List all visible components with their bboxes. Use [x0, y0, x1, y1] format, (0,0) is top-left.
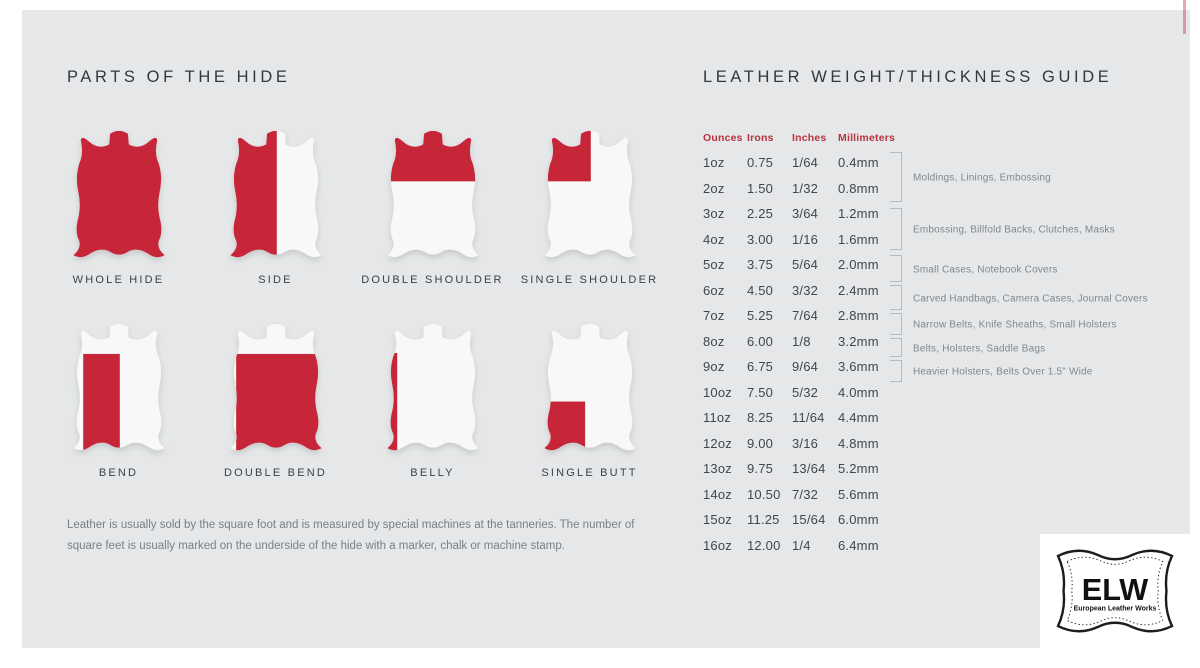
millimeters-value: 5.2mm — [838, 461, 879, 477]
hide-figure-double-shoulder — [354, 125, 511, 286]
irons-value: 6.00 — [747, 333, 774, 349]
inches-value: 1/64 — [792, 155, 819, 171]
millimeters-value: 6.0mm — [838, 512, 879, 528]
millimeters-value: 6.4mm — [838, 537, 879, 553]
inches-value: 3/32 — [792, 282, 819, 298]
header-inches: Inches — [792, 132, 827, 144]
inches-value: 11/64 — [792, 410, 825, 426]
irons-value: 12.00 — [747, 537, 781, 553]
usage-label: Moldings, Linings, Embossing — [913, 172, 1051, 184]
usage-annotation — [890, 338, 1150, 357]
irons-value: 3.75 — [747, 257, 774, 273]
irons-value: 7.50 — [747, 384, 774, 400]
bracket — [890, 208, 902, 250]
ounces-value: 7oz — [703, 308, 725, 324]
hide-label-whole-hide: WHOLE HIDE — [72, 274, 165, 286]
ounces-value: 6oz — [703, 282, 725, 298]
hide-label-single-shoulder: SINGLE SHOULDER — [520, 274, 659, 286]
elw-logo-text: ELW — [1081, 572, 1149, 607]
irons-value: 10.50 — [747, 486, 781, 502]
ounces-value: 16oz — [703, 537, 732, 553]
bracket — [890, 360, 902, 382]
weight-table — [703, 128, 1173, 558]
double-shoulder-illustration — [372, 125, 494, 261]
inches-value: 7/32 — [792, 486, 819, 502]
hide-label-side: SIDE — [258, 274, 293, 286]
usage-label: Narrow Belts, Knife Sheaths, Small Holsters — [913, 319, 1117, 331]
header-irons: Irons — [747, 132, 774, 144]
infographic-panel — [22, 10, 1190, 648]
hide-figure-double-bend — [197, 318, 354, 479]
usage-label: Small Cases, Notebook Covers — [913, 263, 1058, 275]
usage-annotation — [890, 313, 1150, 335]
millimeters-value: 4.8mm — [838, 435, 879, 451]
inches-value: 5/32 — [792, 384, 819, 400]
hide-label-double-bend: DOUBLE BEND — [223, 467, 328, 479]
hide-figure-single-butt — [511, 318, 668, 479]
double-bend-illustration — [215, 318, 337, 454]
hide-figure-whole-hide — [40, 125, 197, 286]
millimeters-value: 3.6mm — [838, 359, 879, 375]
irons-value: 2.25 — [747, 206, 774, 222]
usage-annotation — [890, 152, 1150, 202]
whole-hide-illustration — [58, 125, 180, 261]
ounces-value: 12oz — [703, 435, 732, 451]
irons-value: 3.00 — [747, 231, 774, 247]
irons-value: 11.25 — [747, 512, 780, 528]
side-illustration — [215, 125, 337, 261]
ounces-value: 1oz — [703, 155, 725, 171]
ounces-value: 4oz — [703, 231, 725, 247]
bracket — [890, 338, 902, 357]
inches-value: 1/16 — [792, 231, 819, 247]
inches-value: 5/64 — [792, 257, 819, 273]
ounces-value: 15oz — [703, 512, 732, 528]
irons-value: 8.25 — [747, 410, 774, 426]
millimeters-value: 1.2mm — [838, 206, 879, 222]
inches-value: 1/32 — [792, 180, 819, 196]
hide-figure-side — [197, 125, 354, 286]
hide-label-single-butt: SINGLE BUTT — [541, 467, 638, 479]
usage-label: Carved Handbags, Camera Cases, Journal Covers — [913, 292, 1148, 304]
millimeters-value: 2.8mm — [838, 308, 879, 324]
usage-label: Heavier Holsters, Belts Over 1.5" Wide — [913, 366, 1093, 378]
millimeters-value: 2.0mm — [838, 257, 879, 273]
millimeters-value: 1.6mm — [838, 231, 879, 247]
millimeters-value: 5.6mm — [838, 486, 879, 502]
ounces-value: 9oz — [703, 359, 725, 375]
hide-figure-bend — [40, 318, 197, 479]
ounces-value: 2oz — [703, 180, 725, 196]
ounces-value: 5oz — [703, 257, 725, 273]
hide-label-belly: BELLY — [410, 467, 455, 479]
inches-value: 15/64 — [792, 512, 826, 528]
usage-annotation — [890, 255, 1150, 282]
millimeters-value: 0.8mm — [838, 180, 879, 196]
ounces-value: 8oz — [703, 333, 725, 349]
single-shoulder-illustration — [529, 125, 651, 261]
irons-value: 0.75 — [747, 155, 774, 171]
hide-figure-belly — [354, 318, 511, 479]
hide-figure-single-shoulder — [511, 125, 668, 286]
irons-value: 6.75 — [747, 359, 774, 375]
usage-annotation — [890, 285, 1150, 310]
elw-logo-subtitle: European Leather Works — [1073, 605, 1157, 613]
inches-value: 1/8 — [792, 333, 811, 349]
irons-value: 9.00 — [747, 435, 774, 451]
elw-logo — [1040, 534, 1190, 648]
inches-value: 9/64 — [792, 359, 819, 375]
inches-value: 13/64 — [792, 461, 826, 477]
millimeters-value: 4.4mm — [838, 410, 879, 426]
ounces-value: 13oz — [703, 461, 732, 477]
millimeters-value: 4.0mm — [838, 384, 879, 400]
millimeters-value: 2.4mm — [838, 282, 879, 298]
bracket — [890, 255, 902, 282]
millimeters-value: 0.4mm — [838, 155, 879, 171]
inches-value: 3/16 — [792, 435, 819, 451]
bend-illustration — [58, 318, 180, 454]
hide-figures-row-2 — [40, 318, 670, 479]
ounces-value: 3oz — [703, 206, 725, 222]
usage-annotation — [890, 360, 1150, 382]
ounces-value: 11oz — [703, 410, 732, 426]
hide-figures-row-1 — [40, 125, 670, 286]
irons-value: 1.50 — [747, 180, 774, 196]
usage-label: Belts, Holsters, Saddle Bags — [913, 342, 1046, 354]
header-millimeters: Millimeters — [838, 132, 896, 144]
ounces-value: 10oz — [703, 384, 732, 400]
edge-artifact — [1183, 0, 1186, 34]
bracket — [890, 285, 902, 310]
millimeters-value: 3.2mm — [838, 333, 879, 349]
belly-illustration — [372, 318, 494, 454]
elw-logo-hide-icon — [1048, 545, 1182, 637]
hide-label-double-shoulder: DOUBLE SHOULDER — [361, 274, 504, 286]
usage-annotation — [890, 208, 1150, 250]
selling-note: Leather is usually sold by the square foot and is measured by special machines at the tanneries. The number of square feet is usually marked on the underside of the hide with a marker, chalk or machine stamp. — [67, 519, 635, 552]
usage-label: Embossing, Billfold Backs, Clutches, Masks — [913, 224, 1115, 236]
weight-thickness-guide-title: LEATHER WEIGHT/THICKNESS GUIDE — [703, 68, 1113, 86]
single-butt-illustration — [529, 318, 651, 454]
irons-value: 4.50 — [747, 282, 774, 298]
hide-label-bend: BEND — [98, 467, 139, 479]
ounces-value: 14oz — [703, 486, 732, 502]
irons-value: 9.75 — [747, 461, 774, 477]
inches-value: 1/4 — [792, 537, 811, 553]
bracket — [890, 313, 902, 335]
irons-value: 5.25 — [747, 308, 774, 324]
header-ounces: Ounces — [703, 132, 743, 144]
inches-value: 3/64 — [792, 206, 819, 222]
inches-value: 7/64 — [792, 308, 819, 324]
bracket — [890, 152, 902, 202]
parts-of-the-hide-title: PARTS OF THE HIDE — [67, 68, 291, 86]
usage-brackets — [890, 128, 1160, 548]
